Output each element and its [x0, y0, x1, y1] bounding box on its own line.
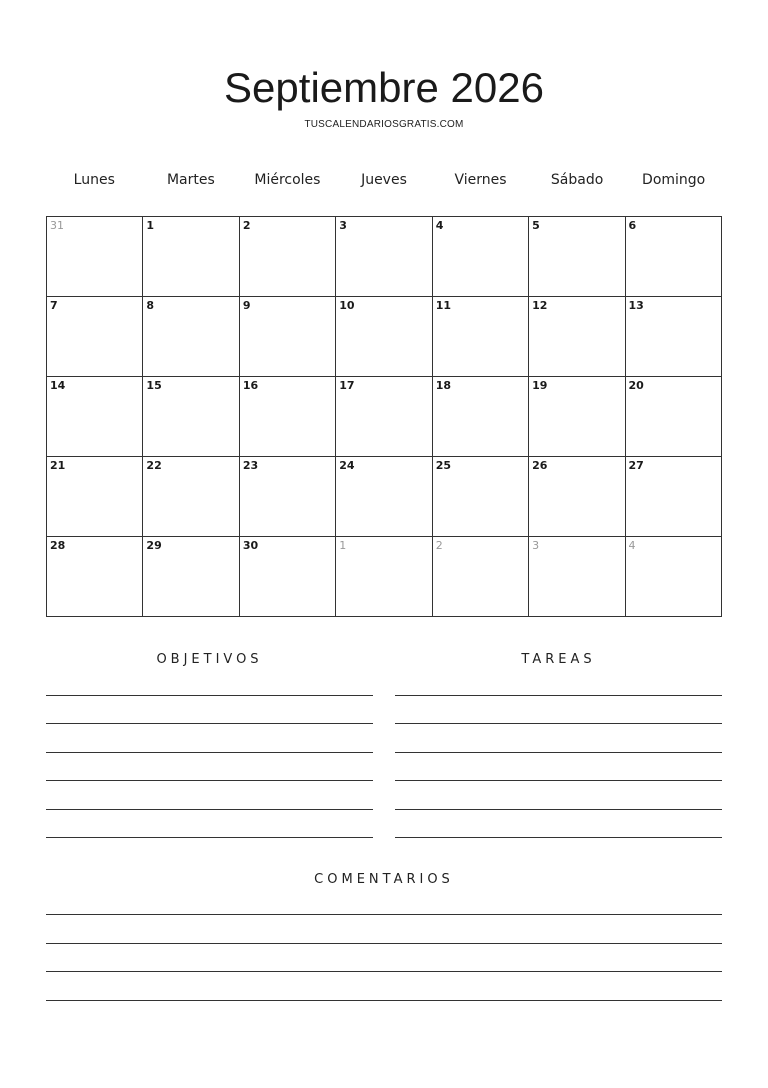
day-number: 21: [50, 459, 66, 472]
day-number: 5: [532, 219, 540, 232]
day-number: 29: [146, 539, 162, 552]
calendar-day-cell: [336, 457, 432, 537]
day-number: 2: [242, 219, 251, 232]
comentarios-line: [46, 971, 722, 972]
calendar-day-cell: [432, 297, 528, 377]
calendar-day-cell: [625, 377, 721, 457]
objetivos-line: [46, 723, 373, 724]
day-number: 1: [146, 219, 155, 232]
day-number: 25: [435, 459, 451, 472]
day-number: 4: [435, 219, 444, 232]
day-number: 13: [628, 299, 644, 312]
calendar-day-cell: [47, 457, 143, 537]
calendar-day-cell: [625, 217, 721, 297]
day-number: 23: [242, 459, 259, 472]
day-number: 14: [50, 379, 66, 392]
day-number: 31: [50, 219, 64, 232]
calendar-day-cell: [432, 217, 528, 297]
tareas-line: [395, 809, 722, 810]
calendar-week-row: [47, 217, 722, 297]
day-number: 2: [435, 539, 443, 552]
calendar-day-cell: [239, 457, 335, 537]
calendar-day-cell: [529, 297, 625, 377]
tareas-line: [395, 780, 722, 781]
day-number: 26: [532, 459, 548, 472]
calendar-day-cell: [239, 217, 335, 297]
calendar-day-cell: [239, 537, 335, 617]
calendar-day-cell: [529, 457, 625, 537]
calendar-day-cell: [239, 297, 335, 377]
calendar-day-cell: [239, 377, 335, 457]
day-number: 8: [146, 299, 155, 312]
objetivos-line: [46, 752, 373, 753]
comentarios-line: [46, 943, 722, 944]
objetivos-line: [46, 837, 373, 838]
weekday-friday: Viernes: [454, 172, 507, 188]
tareas-line: [395, 723, 722, 724]
calendar-day-cell: [47, 217, 143, 297]
day-number: 9: [242, 299, 251, 312]
objetivos-line: [46, 780, 373, 781]
day-number: 15: [146, 379, 162, 392]
calendar-day-cell: [143, 457, 239, 537]
calendar-week-row: [47, 457, 722, 537]
day-number: 1: [339, 539, 347, 552]
day-number: 18: [435, 379, 451, 392]
calendar-day-cell: [143, 537, 239, 617]
weekday-header-row: [46, 172, 722, 188]
objetivos-line: [46, 695, 373, 696]
calendar-day-cell: [336, 217, 432, 297]
tareas-heading: TAREAS: [521, 652, 596, 667]
weekday-saturday: Sábado: [550, 172, 604, 188]
objetivos-line: [46, 809, 373, 810]
calendar-day-cell: [529, 377, 625, 457]
calendar-day-cell: [143, 377, 239, 457]
comentarios-line: [46, 1000, 722, 1001]
day-number: 24: [339, 459, 355, 472]
calendar-day-cell: [336, 537, 432, 617]
day-number: 10: [339, 299, 355, 312]
day-number: 28: [50, 539, 66, 552]
tareas-line: [395, 752, 722, 753]
weekday-monday: Lunes: [73, 172, 115, 188]
calendar-day-cell: [625, 537, 721, 617]
comentarios-heading: COMENTARIOS: [314, 872, 454, 887]
tareas-line: [395, 837, 722, 838]
calendar-day-cell: [432, 457, 528, 537]
weekday-thursday: Jueves: [361, 172, 407, 188]
day-number: 19: [532, 379, 548, 392]
tareas-line: [395, 695, 722, 696]
weekday-wednesday: Miércoles: [254, 172, 321, 188]
calendar-day-cell: [529, 217, 625, 297]
day-number: 3: [339, 219, 347, 232]
day-number: 17: [339, 379, 355, 392]
calendar-day-cell: [143, 217, 239, 297]
calendar-day-cell: [432, 537, 528, 617]
day-number: 6: [628, 219, 637, 232]
day-number: 30: [242, 539, 259, 552]
weekday-sunday: Domingo: [642, 172, 706, 188]
calendar-day-cell: [47, 377, 143, 457]
day-number: 4: [628, 539, 636, 552]
calendar-day-cell: [47, 297, 143, 377]
day-number: 3: [532, 539, 540, 552]
calendar-day-cell: [143, 297, 239, 377]
objetivos-heading: OBJETIVOS: [156, 652, 263, 667]
calendar-day-cell: [625, 297, 721, 377]
calendar-day-cell: [47, 537, 143, 617]
day-number: 7: [50, 299, 58, 312]
calendar-grid: [46, 216, 722, 617]
comentarios-line: [46, 914, 722, 915]
day-number: 12: [532, 299, 548, 312]
calendar-day-cell: [529, 537, 625, 617]
calendar-title: Septiembre 2026: [224, 64, 544, 111]
day-number: 11: [435, 299, 451, 312]
calendar-week-row: [47, 297, 722, 377]
weekday-tuesday: Martes: [166, 172, 215, 188]
calendar-day-cell: [432, 377, 528, 457]
day-number: 20: [628, 379, 644, 392]
day-number: 22: [146, 459, 162, 472]
calendar-day-cell: [625, 457, 721, 537]
day-number: 27: [628, 459, 644, 472]
day-number: 16: [242, 379, 259, 392]
website-label: TUSCALENDARIOSGRATIS.COM: [304, 119, 464, 130]
calendar-day-cell: [336, 297, 432, 377]
calendar-week-row: [47, 377, 722, 457]
calendar-day-cell: [336, 377, 432, 457]
calendar-week-row: [47, 537, 722, 617]
